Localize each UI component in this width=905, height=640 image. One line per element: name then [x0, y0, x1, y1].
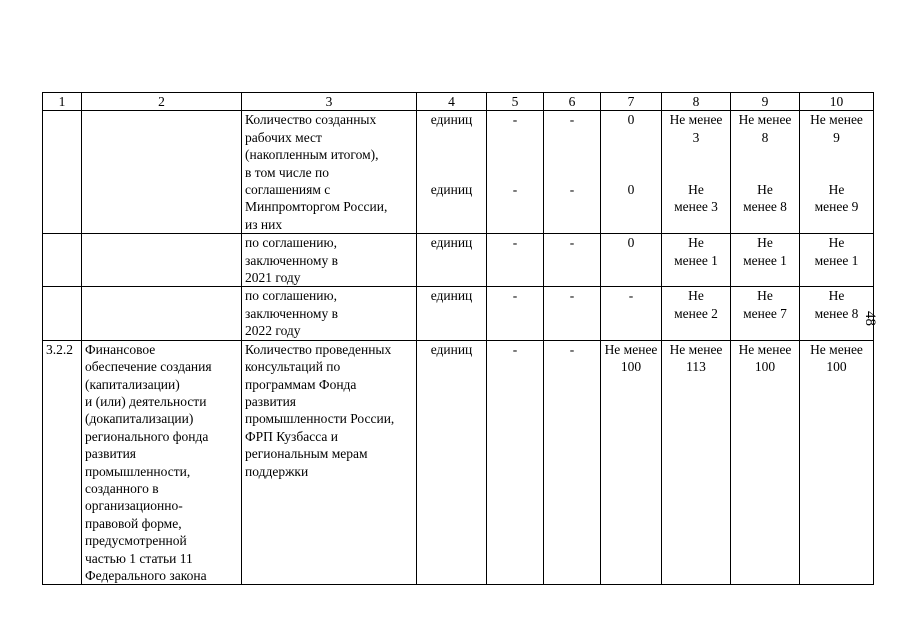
cell-col5: - — [487, 287, 544, 340]
table-row — [43, 287, 874, 340]
value-text: - — [569, 112, 575, 128]
value-text: Не менее 3 — [669, 112, 723, 145]
cell-col6 — [544, 111, 601, 234]
cell-indicator: по соглашению, заключенному в 2021 году — [242, 234, 417, 287]
cell-unit — [417, 111, 487, 234]
cell-col6: - — [544, 234, 601, 287]
cell-unit: единиц — [417, 234, 487, 287]
cell-indicator — [242, 111, 417, 234]
header-row — [43, 93, 874, 111]
cell-measure — [82, 287, 242, 340]
cell-measure: Финансовое обеспечение создания (капитализации) и (или) деятельности (докапитализации) регионального фонда развития промышленности, созданного в организационно- правовой форме, предусмотренной частью 1 статьи 11 Федерального закона — [82, 340, 242, 585]
table-row — [43, 234, 874, 287]
unit-text: единиц — [430, 112, 473, 128]
header-col-8: 8 — [662, 93, 731, 111]
cell-col8 — [662, 111, 731, 234]
cell-num — [43, 111, 82, 234]
indicator-text: соглашениям с Минпромторгом России, из них — [245, 182, 388, 232]
cell-col9: Не менее 1 — [731, 234, 800, 287]
value-text: Не менее 8 — [738, 112, 792, 145]
cell-col10 — [800, 111, 874, 234]
header-col-1: 1 — [43, 93, 82, 111]
cell-num — [43, 234, 82, 287]
cell-unit: единиц — [417, 340, 487, 585]
table-row — [43, 111, 874, 234]
value-text: Не менее 9 — [810, 112, 863, 145]
page-number: 48 — [862, 311, 878, 326]
cell-col9: Не менее 7 — [731, 287, 800, 340]
cell-col5 — [487, 111, 544, 234]
header-col-9: 9 — [731, 93, 800, 111]
value-text: - — [569, 182, 575, 197]
cell-col7: - — [601, 287, 662, 340]
value-text: Не менее 9 — [814, 182, 859, 215]
indicators-table — [42, 92, 874, 585]
cell-col10: Не менее 100 — [800, 340, 874, 585]
cell-col9: Не менее 100 — [731, 340, 800, 585]
cell-col7: Не менее 100 — [601, 340, 662, 585]
header-col-5: 5 — [487, 93, 544, 111]
header-col-6: 6 — [544, 93, 601, 111]
cell-col8: Не менее 1 — [662, 234, 731, 287]
cell-indicator: Количество проведенных консультаций по программам Фонда развития промышленности России, ФРП Кузбасса и региональным мерам поддержки — [242, 340, 417, 585]
cell-col10: Не менее 8 — [800, 287, 874, 340]
value-text: - — [512, 112, 518, 128]
value-text: - — [512, 182, 518, 197]
header-col-7: 7 — [601, 93, 662, 111]
cell-measure — [82, 111, 242, 234]
header-col-3: 3 — [242, 93, 417, 111]
cell-num: 3.2.2 — [43, 340, 82, 585]
table-row — [43, 340, 874, 585]
cell-col7: 0 — [601, 234, 662, 287]
header-col-4: 4 — [417, 93, 487, 111]
cell-col6: - — [544, 340, 601, 585]
value-text: Не менее 8 — [743, 182, 787, 215]
cell-col6: - — [544, 287, 601, 340]
cell-col5: - — [487, 234, 544, 287]
cell-num — [43, 287, 82, 340]
cell-indicator: по соглашению, заключенному в 2022 году — [242, 287, 417, 340]
cell-col8: Не менее 113 — [662, 340, 731, 585]
value-text: Не менее 3 — [674, 182, 718, 215]
cell-col9 — [731, 111, 800, 234]
header-col-2: 2 — [82, 93, 242, 111]
cell-col10: Не менее 1 — [800, 234, 874, 287]
unit-text: единиц — [430, 182, 473, 197]
cell-col8: Не менее 2 — [662, 287, 731, 340]
indicator-text: Количество созданных рабочих мест (накопленным итогом), в том числе по — [245, 112, 379, 180]
cell-unit: единиц — [417, 287, 487, 340]
value-text: 0 — [627, 112, 635, 128]
cell-col7 — [601, 111, 662, 234]
cell-measure — [82, 234, 242, 287]
cell-col5: - — [487, 340, 544, 585]
value-text: 0 — [627, 182, 635, 197]
header-col-10: 10 — [800, 93, 874, 111]
